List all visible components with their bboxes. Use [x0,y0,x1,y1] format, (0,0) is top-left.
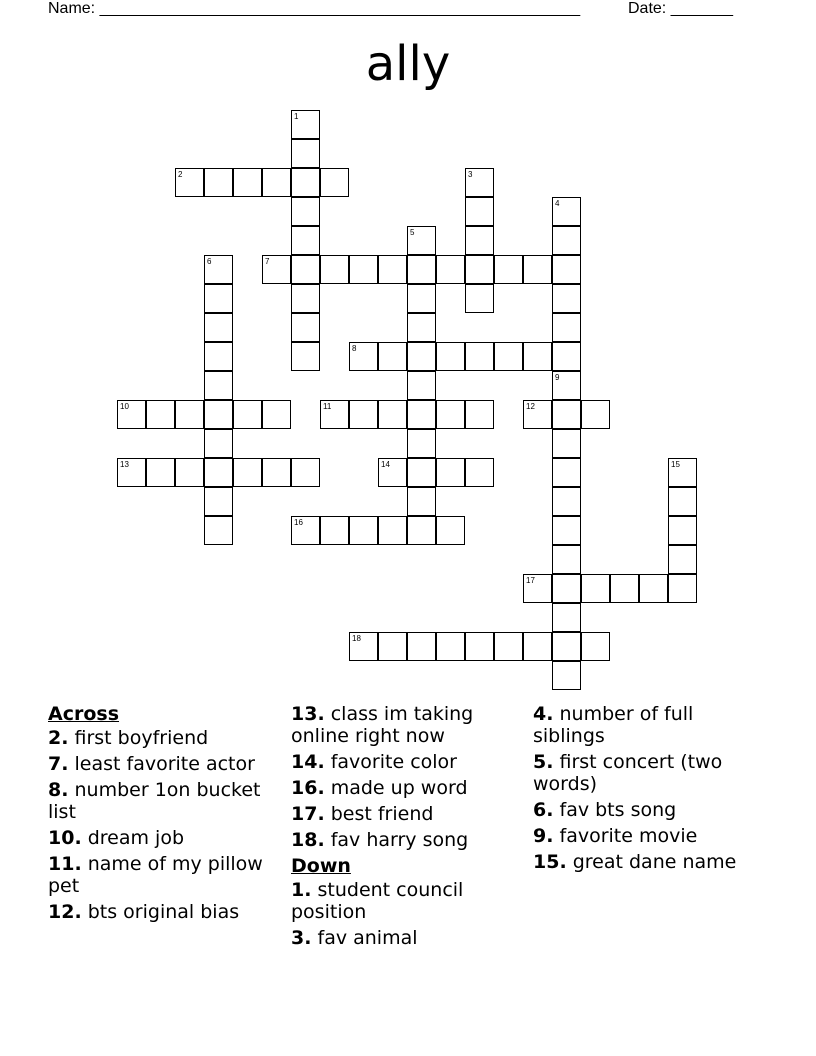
crossword-cell[interactable] [291,284,320,313]
clue-number: 4 [555,199,560,208]
clue-number: 8 [352,344,357,353]
crossword-cell[interactable] [668,516,697,545]
clues-column-2 [291,703,523,953]
crossword-cell[interactable] [378,632,407,661]
clue-number: 17 [526,576,535,585]
crossword-cell[interactable] [552,661,581,690]
clue-number: 13 [120,460,129,469]
crossword-cell[interactable] [436,632,465,661]
crossword-cell[interactable] [262,458,291,487]
crossword-cell[interactable] [407,458,436,487]
crossword-cell[interactable] [407,516,436,545]
crossword-cell[interactable] [436,255,465,284]
crossword-cell[interactable] [552,284,581,313]
crossword-cell[interactable] [436,400,465,429]
clue-number: 7 [265,257,270,266]
crossword-cell[interactable] [552,632,581,661]
crossword-cell[interactable] [291,255,320,284]
crossword-cell[interactable] [552,226,581,255]
crossword-cell[interactable] [204,313,233,342]
puzzle-title: ally [365,36,451,92]
crossword-cell[interactable] [291,197,320,226]
clue-down: 1. student council position [291,879,464,923]
crossword-cell[interactable] [639,574,668,603]
crossword-cell[interactable] [233,458,262,487]
crossword-cell[interactable] [465,400,494,429]
crossword-cell[interactable] [552,458,581,487]
crossword-cell[interactable] [436,342,465,371]
crossword-cell[interactable] [552,603,581,632]
clue-down: 4. number of full siblings [533,703,694,747]
crossword-cell[interactable] [407,429,436,458]
clue-number: 10 [120,402,129,411]
crossword-cell[interactable] [581,400,610,429]
crossword-cell[interactable] [378,400,407,429]
crossword-cell[interactable] [552,400,581,429]
crossword-cell[interactable] [291,342,320,371]
crossword-cell[interactable] [291,226,320,255]
clue-number: 12 [526,402,535,411]
crossword-cell[interactable] [204,429,233,458]
crossword-cell[interactable] [465,458,494,487]
crossword-cell[interactable] [378,342,407,371]
crossword-cell[interactable] [204,342,233,371]
crossword-cell[interactable] [349,255,378,284]
clue-across: 8. number 1on bucket list [48,779,261,823]
crossword-cell[interactable] [320,516,349,545]
clue-down: 15. great dane name [533,851,737,873]
crossword-cell[interactable] [552,313,581,342]
crossword-cell[interactable] [204,400,233,429]
crossword-cell[interactable] [146,400,175,429]
crossword-cell[interactable] [523,632,552,661]
crossword-cell[interactable] [204,284,233,313]
crossword-cell[interactable] [494,342,523,371]
crossword-cell[interactable] [378,516,407,545]
clue-across: 11. name of my pillow pet [48,853,263,897]
crossword-cell[interactable] [465,197,494,226]
crossword-cell[interactable] [291,139,320,168]
crossword-cell[interactable] [407,342,436,371]
clue-across: 7. least favorite actor [48,753,255,775]
crossword-cell[interactable] [175,458,204,487]
crossword-cell[interactable] [320,168,349,197]
crossword-cell[interactable] [291,168,320,197]
clue-across: 10. dream job [48,827,185,849]
clue-number: 3 [468,170,473,179]
clue-across: 16. made up word [291,777,468,799]
crossword-cell[interactable] [465,632,494,661]
crossword-cell[interactable] [552,545,581,574]
across-heading: Across [48,703,120,725]
crossword-cell[interactable] [204,458,233,487]
crossword-cell[interactable] [436,458,465,487]
clue-number: 1 [294,112,299,121]
clues-column-3 [533,703,765,877]
crossword-cell[interactable] [349,400,378,429]
crossword-cell[interactable] [523,342,552,371]
crossword-cell[interactable] [552,574,581,603]
crossword-cell[interactable] [262,168,291,197]
crossword-cell[interactable] [291,313,320,342]
crossword-cell[interactable] [494,632,523,661]
clue-number: 16 [294,518,303,527]
crossword-cell[interactable] [349,516,378,545]
crossword-cell[interactable] [552,429,581,458]
crossword-cell[interactable] [494,255,523,284]
clue-down: 5. first concert (two words) [533,751,723,795]
crossword-cell[interactable] [581,574,610,603]
crossword-cell[interactable] [552,487,581,516]
clue-number: 5 [410,228,415,237]
clue-across: 12. bts original bias [48,901,240,923]
crossword-cell[interactable] [262,400,291,429]
crossword-cell[interactable] [610,574,639,603]
clue-across: 14. favorite color [291,751,457,773]
crossword-cell[interactable] [204,516,233,545]
crossword-cell[interactable] [378,255,407,284]
crossword-cell[interactable] [407,632,436,661]
crossword-cell[interactable] [407,400,436,429]
clue-number: 11 [323,402,332,411]
name-field-label: Name: ______________________________________________________ [48,0,581,17]
crossword-cell[interactable] [407,487,436,516]
clue-across: 18. fav harry song [291,829,469,851]
crossword-cell[interactable] [175,400,204,429]
crossword-cell[interactable] [552,342,581,371]
crossword-cell[interactable] [146,458,175,487]
crossword-cell[interactable] [407,284,436,313]
clue-down: 3. fav animal [291,927,418,949]
clue-number: 15 [671,460,680,469]
crossword-cell[interactable] [233,168,262,197]
crossword-cell[interactable] [407,371,436,400]
crossword-cell[interactable] [204,371,233,400]
clue-number: 6 [207,257,212,266]
crossword-cell[interactable] [465,342,494,371]
crossword-cell[interactable] [465,255,494,284]
crossword-cell[interactable] [407,255,436,284]
crossword-cell[interactable] [436,516,465,545]
crossword-cell[interactable] [581,632,610,661]
clue-number: 9 [555,373,560,382]
crossword-cell[interactable] [465,226,494,255]
clue-number: 14 [381,460,390,469]
clues-column-1 [48,703,280,927]
clue-down: 6. fav bts song [533,799,677,821]
crossword-cell[interactable] [465,284,494,313]
clue-across: 2. first boyfriend [48,727,209,749]
crossword-cell[interactable] [204,487,233,516]
crossword-cell[interactable] [204,168,233,197]
crossword-cell[interactable] [291,458,320,487]
crossword-cell[interactable] [668,574,697,603]
crossword-cell[interactable] [233,400,262,429]
down-heading: Down [291,855,351,877]
crossword-cell[interactable] [552,516,581,545]
clue-number: 2 [178,170,183,179]
clue-across: 13. class im taking online right now [291,703,474,747]
clue-number: 18 [352,634,361,643]
clue-down: 9. favorite movie [533,825,698,847]
crossword-cell[interactable] [523,255,552,284]
crossword-cell[interactable] [668,545,697,574]
crossword-cell[interactable] [552,255,581,284]
clue-across: 17. best friend [291,803,434,825]
date-field-label: Date: _______ [628,0,733,17]
crossword-cell[interactable] [668,487,697,516]
crossword-cell[interactable] [320,255,349,284]
crossword-cell[interactable] [407,313,436,342]
